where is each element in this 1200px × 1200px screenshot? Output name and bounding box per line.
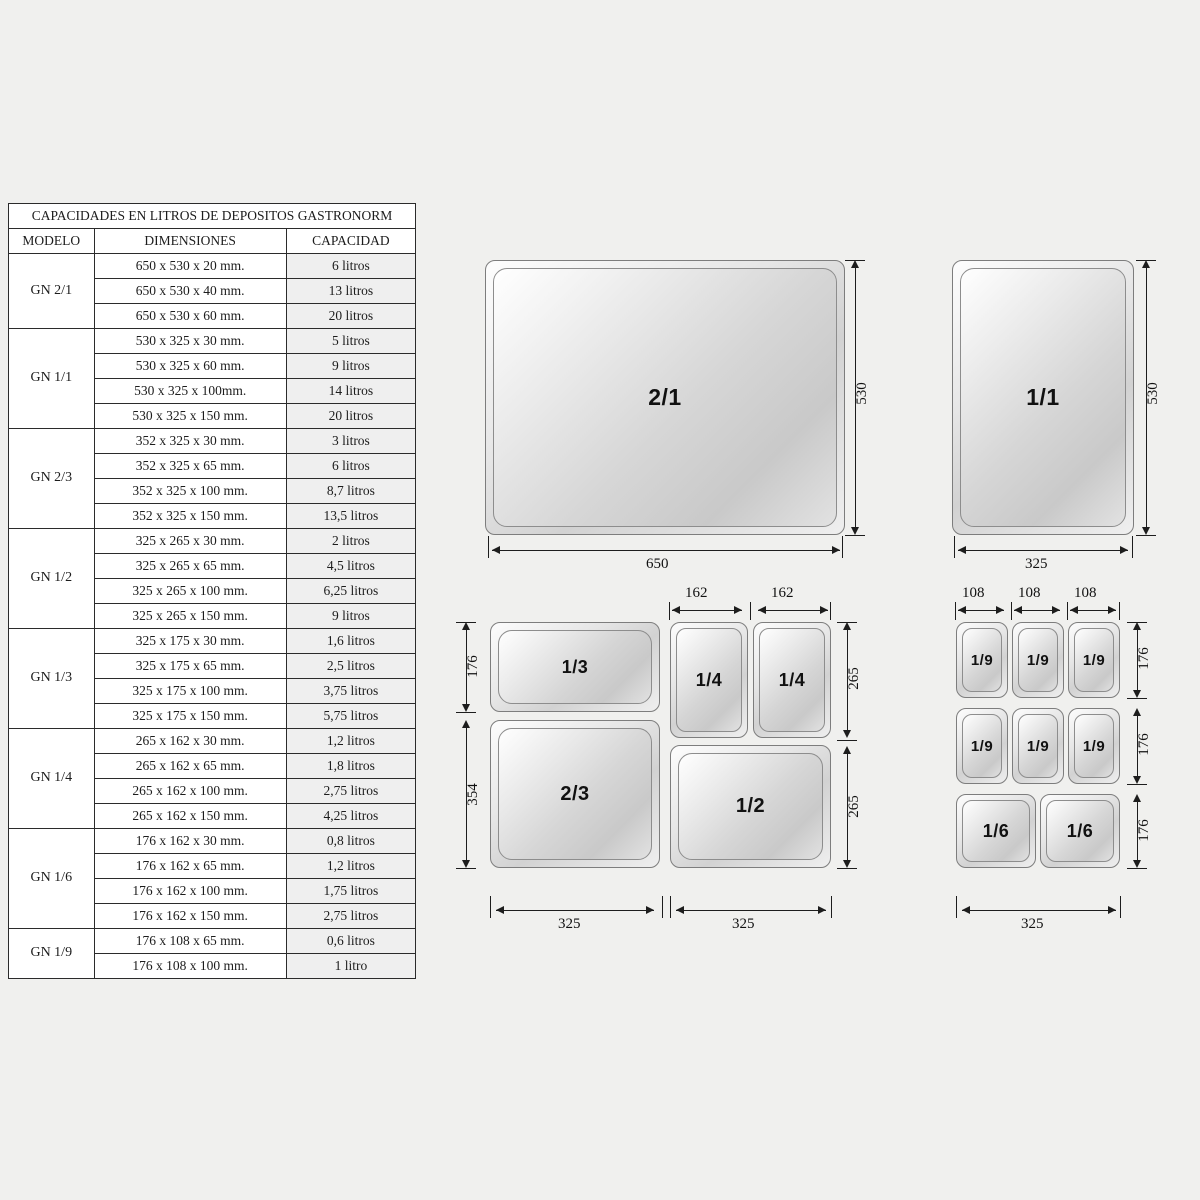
dim-arrow-right [646, 906, 654, 914]
table-header-row [9, 229, 416, 254]
dimension-cell: 650 x 530 x 60 mm. [94, 304, 286, 329]
dim-tick [456, 868, 476, 869]
model-cell: GN 2/1 [9, 254, 95, 329]
pan-1-3 [490, 622, 660, 712]
dimension-cell: 650 x 530 x 20 mm. [94, 254, 286, 279]
capacity-cell: 3 litros [286, 429, 415, 454]
dim-arrow-up [1142, 260, 1150, 268]
capacity-cell: 5,75 litros [286, 704, 415, 729]
dimension-cell: 325 x 175 x 30 mm. [94, 629, 286, 654]
dim-label-108-c: 108 [1074, 585, 1097, 601]
dim-arrow-right [1052, 606, 1060, 614]
capacity-cell: 1 litro [286, 954, 415, 979]
dim-arrow-down [1142, 527, 1150, 535]
dim-arrow-down [462, 860, 470, 868]
dim-tick [669, 602, 670, 620]
pan-2-1-inner [493, 268, 837, 527]
dimension-cell: 325 x 265 x 150 mm. [94, 604, 286, 629]
dim-label-176-left: 176 [464, 655, 481, 678]
pan-1-9-5-inner [1018, 714, 1058, 778]
dim-tick [830, 602, 831, 620]
pan-1-9-1-label: 1/9 [970, 651, 994, 669]
pan-1-6-1 [956, 794, 1036, 868]
dim-tick [837, 868, 857, 869]
dim-tick [490, 896, 491, 918]
dim-arrow-left [496, 906, 504, 914]
dim-arrow-down [1133, 776, 1141, 784]
dimension-cell: 176 x 162 x 100 mm. [94, 879, 286, 904]
pan-1-9-4-inner [962, 714, 1002, 778]
dim-tick [662, 896, 663, 918]
pan-1-9-3-label: 1/9 [1082, 651, 1106, 669]
capacity-cell: 9 litros [286, 354, 415, 379]
dim-arrow-down [1133, 860, 1141, 868]
dim-arrow-right [818, 906, 826, 914]
capacity-cell: 1,2 litros [286, 729, 415, 754]
capacity-cell: 13 litros [286, 279, 415, 304]
table-row [9, 929, 416, 954]
dimension-cell: 176 x 108 x 100 mm. [94, 954, 286, 979]
model-cell: GN 1/4 [9, 729, 95, 829]
pan-2-3 [490, 720, 660, 868]
capacity-cell: 2,5 litros [286, 654, 415, 679]
dim-tick [1136, 260, 1156, 261]
capacities-table [8, 203, 416, 979]
dimension-cell: 352 x 325 x 30 mm. [94, 429, 286, 454]
capacity-cell: 5 litros [286, 329, 415, 354]
pan-1-9-4 [956, 708, 1008, 784]
dimension-cell: 530 x 325 x 60 mm. [94, 354, 286, 379]
capacity-cell: 3,75 litros [286, 679, 415, 704]
model-cell: GN 2/3 [9, 429, 95, 529]
dim-arrow-down [462, 704, 470, 712]
dimension-cell: 265 x 162 x 150 mm. [94, 804, 286, 829]
pan-1-2-label: 1/2 [735, 795, 766, 817]
pan-2-1-label: 2/1 [648, 384, 682, 410]
pan-1-4-a-label: 1/4 [695, 669, 723, 690]
dim-tick [1127, 784, 1147, 785]
pan-1-9-5-label: 1/9 [1026, 737, 1050, 755]
dim-label-354: 354 [464, 783, 481, 806]
dim-tick [837, 622, 857, 623]
dim-tick [1067, 602, 1068, 620]
capacity-cell: 1,75 litros [286, 879, 415, 904]
capacity-cell: 1,6 litros [286, 629, 415, 654]
dim-arrow-left [492, 546, 500, 554]
capacity-cell: 20 litros [286, 304, 415, 329]
dim-label-325-bl: 325 [558, 916, 581, 932]
table-title-row [9, 204, 416, 229]
pan-1-9-1-inner [962, 628, 1002, 692]
dim-label-325-br: 325 [732, 916, 755, 932]
dim-arrow-down [843, 730, 851, 738]
pan-1-9-2-inner [1018, 628, 1058, 692]
dimension-cell: 650 x 530 x 40 mm. [94, 279, 286, 304]
dimension-cell: 325 x 175 x 150 mm. [94, 704, 286, 729]
dim-line-325-br [676, 910, 826, 911]
header-dimensiones: DIMENSIONES [94, 229, 286, 254]
pan-1-3-inner [498, 630, 652, 704]
pan-1-2 [670, 745, 831, 868]
dim-line-650 [492, 550, 840, 551]
dim-tick [1011, 602, 1012, 620]
pan-1-9-4-label: 1/9 [970, 737, 994, 755]
dim-label-325-bottom-right: 325 [1021, 916, 1044, 932]
capacity-cell: 0,6 litros [286, 929, 415, 954]
dim-tick [845, 260, 865, 261]
capacity-cell: 2 litros [286, 529, 415, 554]
pan-1-9-1 [956, 622, 1008, 698]
model-cell: GN 1/9 [9, 929, 95, 979]
capacity-cell: 6 litros [286, 454, 415, 479]
model-cell: GN 1/2 [9, 529, 95, 629]
dimension-cell: 265 x 162 x 65 mm. [94, 754, 286, 779]
capacity-cell: 2,75 litros [286, 904, 415, 929]
pan-1-4-b [753, 622, 831, 738]
header-modelo: MODELO [9, 229, 95, 254]
dim-arrow-right [1108, 906, 1116, 914]
dim-arrow-up [1133, 708, 1141, 716]
capacity-cell: 9 litros [286, 604, 415, 629]
table-row [9, 729, 416, 754]
dimension-cell: 352 x 325 x 65 mm. [94, 454, 286, 479]
dimension-cell: 265 x 162 x 100 mm. [94, 779, 286, 804]
dim-label-108-a: 108 [962, 585, 985, 601]
dimension-cell: 325 x 265 x 30 mm. [94, 529, 286, 554]
capacity-cell: 0,8 litros [286, 829, 415, 854]
pan-1-9-6-label: 1/9 [1082, 737, 1106, 755]
capacity-cell: 13,5 litros [286, 504, 415, 529]
capacity-cell: 20 litros [286, 404, 415, 429]
capacity-cell: 4,5 litros [286, 554, 415, 579]
pan-1-1 [952, 260, 1134, 535]
dim-tick [488, 536, 489, 558]
dim-arrow-up [851, 260, 859, 268]
dim-arrow-left [958, 606, 966, 614]
dim-label-530-right: 530 [1144, 382, 1161, 405]
table-row [9, 254, 416, 279]
capacity-cell: 6,25 litros [286, 579, 415, 604]
pan-2-3-inner [498, 728, 652, 860]
dim-tick [456, 712, 476, 713]
dim-tick [837, 740, 857, 741]
capacity-cell: 1,2 litros [286, 854, 415, 879]
dim-arrow-up [462, 622, 470, 630]
capacity-cell: 8,7 litros [286, 479, 415, 504]
dim-tick [456, 622, 476, 623]
dim-tick [670, 896, 671, 918]
dim-tick [845, 535, 865, 536]
dim-line-325-bl [496, 910, 654, 911]
dimension-cell: 176 x 162 x 30 mm. [94, 829, 286, 854]
capacity-cell: 4,25 litros [286, 804, 415, 829]
pan-1-9-6 [1068, 708, 1120, 784]
dim-line-162-b [758, 610, 828, 611]
dim-arrow-down [843, 860, 851, 868]
dim-label-162-a: 162 [685, 585, 708, 601]
capacity-cell: 1,8 litros [286, 754, 415, 779]
dim-arrow-up [462, 720, 470, 728]
pan-2-1 [485, 260, 845, 535]
dim-tick [1136, 535, 1156, 536]
dim-arrow-right [996, 606, 1004, 614]
dim-arrow-left [1070, 606, 1078, 614]
dim-tick [750, 602, 751, 620]
dim-arrow-left [1014, 606, 1022, 614]
dim-tick [1132, 536, 1133, 558]
pan-1-9-2-label: 1/9 [1026, 651, 1050, 669]
dimension-cell: 530 x 325 x 100mm. [94, 379, 286, 404]
dimension-cell: 325 x 265 x 100 mm. [94, 579, 286, 604]
pan-2-3-label: 2/3 [560, 782, 590, 805]
dim-tick [1120, 896, 1121, 918]
dimension-cell: 265 x 162 x 30 mm. [94, 729, 286, 754]
dim-arrow-left [958, 546, 966, 554]
dimension-cell: 176 x 162 x 150 mm. [94, 904, 286, 929]
dim-arrow-right [1108, 606, 1116, 614]
dimension-cell: 176 x 108 x 65 mm. [94, 929, 286, 954]
capacity-cell: 2,75 litros [286, 779, 415, 804]
dim-tick [955, 602, 956, 620]
table-title: CAPACIDADES EN LITROS DE DEPOSITOS GASTRONORM [9, 204, 416, 229]
dim-arrow-left [758, 606, 766, 614]
dimension-cell: 325 x 175 x 65 mm. [94, 654, 286, 679]
dim-arrow-down [1133, 690, 1141, 698]
dim-label-265-b: 265 [845, 795, 862, 818]
dim-arrow-right [1120, 546, 1128, 554]
dim-arrow-down [851, 527, 859, 535]
header-capacidad: CAPACIDAD [286, 229, 415, 254]
dim-label-176-r1: 176 [1135, 647, 1152, 670]
table-row [9, 829, 416, 854]
dimension-cell: 325 x 265 x 65 mm. [94, 554, 286, 579]
dim-tick [1127, 868, 1147, 869]
pan-1-4-a-inner [676, 628, 742, 732]
table-row [9, 329, 416, 354]
pan-1-6-2 [1040, 794, 1120, 868]
pan-1-1-inner [960, 268, 1126, 527]
dim-arrow-left [962, 906, 970, 914]
pan-1-6-2-label: 1/6 [1066, 820, 1094, 841]
dim-arrow-up [1133, 794, 1141, 802]
dim-tick [1127, 622, 1147, 623]
dimension-cell: 530 x 325 x 30 mm. [94, 329, 286, 354]
pan-1-9-6-inner [1074, 714, 1114, 778]
dim-arrow-up [843, 746, 851, 754]
dimension-cell: 325 x 175 x 100 mm. [94, 679, 286, 704]
dimension-cell: 352 x 325 x 150 mm. [94, 504, 286, 529]
pan-1-6-1-label: 1/6 [982, 820, 1010, 841]
dim-tick [956, 896, 957, 918]
dim-tick [954, 536, 955, 558]
dim-arrow-right [832, 546, 840, 554]
dim-tick [1119, 602, 1120, 620]
pan-1-4-b-label: 1/4 [778, 669, 806, 690]
table-row [9, 629, 416, 654]
capacities-table-wrap [8, 203, 416, 979]
dimension-cell: 176 x 162 x 65 mm. [94, 854, 286, 879]
pan-size-diagram [440, 240, 1180, 960]
table-row [9, 529, 416, 554]
dim-label-176-r3: 176 [1135, 819, 1152, 842]
model-cell: GN 1/1 [9, 329, 95, 429]
dim-arrow-right [734, 606, 742, 614]
pan-1-3-label: 1/3 [561, 656, 589, 677]
dim-line-325-bottom-right [962, 910, 1116, 911]
dim-label-325-top: 325 [1025, 556, 1048, 572]
pan-1-2-inner [678, 753, 823, 860]
dim-arrow-left [672, 606, 680, 614]
dim-arrow-left [676, 906, 684, 914]
dim-arrow-up [1133, 622, 1141, 630]
pan-1-4-b-inner [759, 628, 825, 732]
dim-arrow-right [820, 606, 828, 614]
model-cell: GN 1/6 [9, 829, 95, 929]
dim-arrow-up [843, 622, 851, 630]
capacity-cell: 14 litros [286, 379, 415, 404]
pan-1-9-2 [1012, 622, 1064, 698]
dim-label-265-a: 265 [845, 667, 862, 690]
dim-label-176-r2: 176 [1135, 733, 1152, 756]
dim-tick [831, 896, 832, 918]
capacity-cell: 6 litros [286, 254, 415, 279]
dim-label-650: 650 [646, 556, 669, 572]
pan-1-1-label: 1/1 [1026, 384, 1060, 410]
pan-1-6-2-inner [1046, 800, 1114, 862]
pan-1-9-3 [1068, 622, 1120, 698]
pan-1-4-a [670, 622, 748, 738]
dim-label-108-b: 108 [1018, 585, 1041, 601]
dim-tick [1127, 698, 1147, 699]
dim-label-162-b: 162 [771, 585, 794, 601]
dimension-cell: 352 x 325 x 100 mm. [94, 479, 286, 504]
table-row [9, 429, 416, 454]
pan-1-6-1-inner [962, 800, 1030, 862]
pan-1-9-3-inner [1074, 628, 1114, 692]
dim-line-162-a [672, 610, 742, 611]
pan-1-9-5 [1012, 708, 1064, 784]
dim-label-530-left: 530 [853, 382, 870, 405]
dim-line-325-top [958, 550, 1128, 551]
model-cell: GN 1/3 [9, 629, 95, 729]
dimension-cell: 530 x 325 x 150 mm. [94, 404, 286, 429]
dim-tick [842, 536, 843, 558]
